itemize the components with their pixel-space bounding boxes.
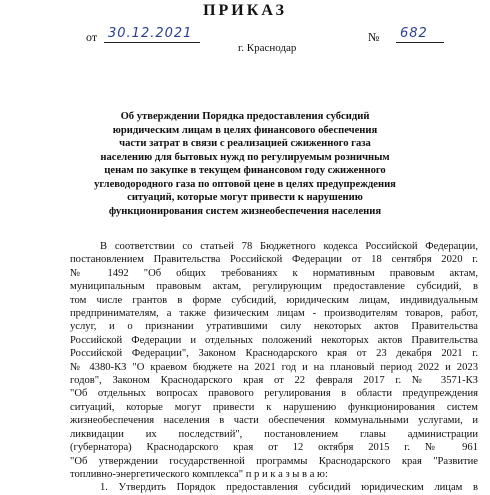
body-line: В соответствии со статьей 78 Бюджетного кодекса Российской Федерации, — [100, 241, 478, 252]
body-line: топливно-энергетического комплекса" п р и к а з ы в а ю: — [70, 468, 328, 480]
heading-line: населению для бытовых нужд по регулируемым розничным — [100, 151, 390, 163]
heading-line: юридическим лицам в целях финансового обеспечения — [112, 124, 378, 136]
body-line: ликвидации их последствий", постановлением главы администрации — [70, 428, 478, 440]
body-line: (губернатора) Краснодарского края от 12 октября 2015 г. № 961 — [70, 442, 478, 454]
document-title: ПРИКАЗ — [203, 2, 287, 19]
order-number-handwritten: 682 — [396, 26, 444, 43]
body-line: 1. Утвердить Порядок предоставления субсидий юридическим лицам в — [100, 482, 478, 494]
city-label: г. Краснодар — [238, 42, 297, 54]
body-line: "Об отдельных вопросах правового регулирования в области предупреждения — [70, 388, 478, 400]
body-line: Российской Федерации и отдельных положений некоторых актов Правительства — [70, 334, 478, 346]
order-body — [70, 240, 478, 495]
number-prefix: № — [368, 30, 380, 44]
heading-line: Об утверждении Порядка предоставления субсидий — [120, 111, 370, 122]
heading-line: ситуаций, которые могут привести к нарушению — [127, 192, 363, 203]
body-line: постановлением Правительства Российской Федерации от 18 сентября 2020 г. — [70, 254, 478, 266]
heading-line: части затрат в связи с реализацией сжиженного газа — [119, 138, 371, 149]
body-line: годов", Законом Краснодарского края от 22 февраля 2017 г. № 3571-КЗ — [70, 375, 478, 387]
heading-line: углеводородного газа по оптовой цене в целях предупреждения — [94, 178, 396, 190]
body-line: муниципальным правовым актам, регулирующим предоставление субсидий, в — [70, 281, 478, 293]
date-prefix: от — [86, 30, 98, 44]
order-heading — [56, 110, 434, 218]
body-line: № 4380-КЗ "О краевом бюджете на 2021 год и на плановый период 2022 и 2023 — [70, 361, 478, 373]
body-line: том числе грантов в форме субсидий, юридическим лицам, индивидуальным — [70, 294, 478, 306]
body-line: жизнеобеспечения населения в части обеспечения коммунальными услугами, и — [70, 415, 478, 427]
body-line: Российской Федерации", Законом Краснодарского края от 23 декабря 2021 г. — [70, 348, 478, 360]
order-meta-row — [0, 26, 490, 54]
body-line: предпринимателям, а также физическим лицам - производителям товаров, работ, — [70, 308, 478, 320]
order-date-handwritten: 30.12.2021 — [104, 26, 200, 43]
body-line: ситуаций, которые могут привести к нарушению функционирования систем — [70, 401, 478, 413]
body-line: "Об утверждении государственной программы Краснодарского края "Развитие — [70, 455, 478, 467]
heading-line: функционирования систем жизнеобеспечения населения — [108, 205, 382, 217]
heading-line: ценам по закупке в текущем финансовом году сжиженного — [104, 165, 386, 176]
body-line: № 1492 "Об общих требованиях к нормативным правовым актам, — [70, 267, 478, 279]
body-line: услуг, и о признании утратившими силу некоторых актов Правительства — [70, 321, 478, 333]
